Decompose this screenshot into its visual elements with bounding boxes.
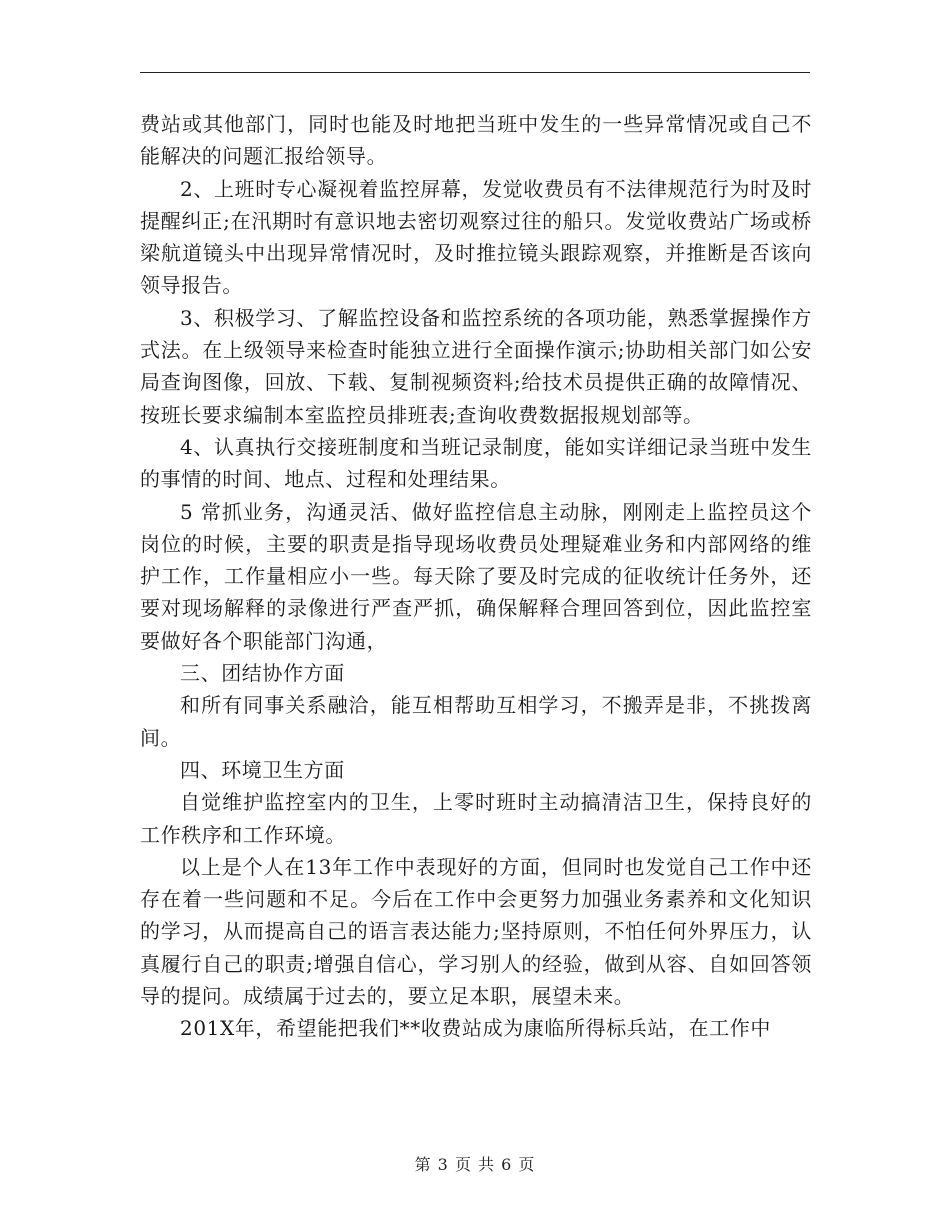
paragraph-summary: 以上是个人在13年工作中表现好的方面，但同时也发觉自己工作中还存在着一些问题和不足。今后在工作中会更努力加强业务素养和文化知识的学习，从而提高自己的语言表达能力;坚持原则，不怕任何外界压力，认真履行自己的职责;增强自信心，学习别人的经验，做到从容、自如回答领导的提问。成绩属于过去的，要立足本职，展望未来。 — [140, 854, 812, 1009]
document-body — [140, 108, 812, 1045]
paragraph-teamwork: 和所有同事关系融洽，能互相帮助互相学习，不搬弄是非，不挑拨离间。 — [140, 693, 812, 750]
paragraph-item-4: 4、认真执行交接班制度和当班记录制度，能如实详细记录当班中发生的事情的时间、地点、过程和处理结果。 — [140, 434, 812, 492]
paragraph-item-5: 5 常抓业务，沟通灵活、做好监控信息主动脉，刚刚走上监控员这个岗位的时候，主要的职责是指导现场收费员处理疑难业务和内部网络的维护工作，工作量相应小一些。每天除了要及时完成的征收统计任务外，还要对现场解释的录像进行严查严抓，确保解释合理回答到位，因此监控室要做好各个职能部门沟通， — [140, 499, 812, 653]
header-rule — [140, 72, 810, 73]
paragraph-continued: 费站或其他部门，同时也能及时地把当班中发生的一些异常情况或自己不能解决的问题汇报给领导。 — [140, 112, 812, 169]
section-heading-teamwork: 三、团结协作方面 — [180, 661, 345, 686]
paragraph-item-3: 3、积极学习、了解监控设备和监控系统的各项功能，熟悉掌握操作方式法。在上级领导来检查时能独立进行全面操作演示;协助相关部门如公安局查询图像，回放、下载、复制视频资料;给技术员提供正确的故障情况、按班长要求编制本室监控员排班表;查询收费数据报规划部等。 — [140, 305, 812, 427]
page-footer: 第 3 页 共 6 页 — [414, 1155, 536, 1174]
paragraph-hygiene: 自觉维护监控室内的卫生，上零时班时主动搞清洁卫生，保持良好的工作秩序和工作环境。 — [140, 790, 812, 847]
paragraph-outlook: 201X年，希望能把我们**收费站成为康临所得标兵站，在工作中 — [180, 1016, 772, 1041]
section-heading-hygiene: 四、环境卫生方面 — [180, 757, 345, 782]
paragraph-item-2: 2、上班时专心凝视着监控屏幕，发觉收费员有不法律规范行为时及时提醒纠正;在汛期时有意识地去密切观察过往的船只。发觉收费站广场或桥梁航道镜头中出现异常情况时，及时推拉镜头跟踪观察，并推断是否该向领导报告。 — [140, 176, 812, 298]
